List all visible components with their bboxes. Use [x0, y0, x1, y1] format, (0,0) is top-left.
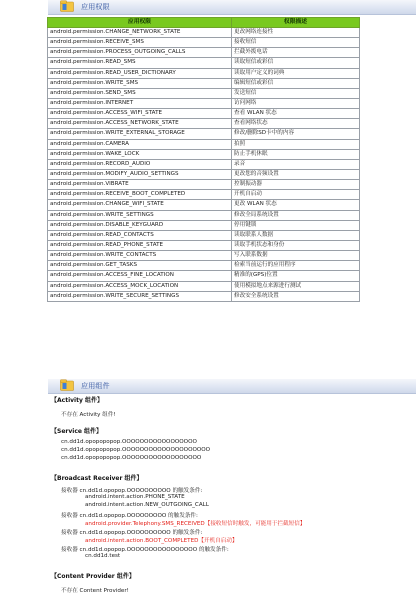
folder-icon [60, 379, 74, 391]
service-title: 【Service 组件】 [51, 428, 103, 435]
permission-description-cell: 访问网络 [232, 98, 360, 108]
permission-name-cell: android.permission.GET_TASKS [48, 261, 232, 271]
permission-row [48, 261, 360, 271]
permissions-table-body [48, 28, 360, 302]
components-section-title: 应用组件 [81, 382, 110, 390]
permission-name-cell: android.permission.WRITE_CONTACTS [48, 251, 232, 261]
permission-row [48, 240, 360, 250]
provider-text: 不存在 Content Provider! [61, 588, 129, 594]
permission-description-cell: 开机自启动 [232, 190, 360, 200]
components-section-header [48, 379, 416, 394]
permission-description-cell: 停用键锁 [232, 220, 360, 230]
permission-row [48, 88, 360, 98]
permission-description-cell: 发送短信 [232, 88, 360, 98]
activity-text: 不存在 Activity 组件! [61, 412, 116, 418]
permission-name-cell: android.permission.RECEIVE_SMS [48, 38, 232, 48]
receiver-condition-warning: android.intent.action.BOOT_COMPLETED【开机自启动】 [85, 538, 238, 544]
permission-name-cell: android.permission.READ_USER_DICTIONARY [48, 68, 232, 78]
permission-name-cell: android.permission.DISABLE_KEYGUARD [48, 220, 232, 230]
permission-description-cell: 读取手机状态和身份 [232, 240, 360, 250]
permission-name-cell: android.permission.CAMERA [48, 139, 232, 149]
permission-description-cell: 录音 [232, 159, 360, 169]
permission-row [48, 28, 360, 38]
permission-name-cell: android.permission.VIBRATE [48, 180, 232, 190]
permission-name-cell: android.permission.MODIFY_AUDIO_SETTINGS [48, 169, 232, 179]
permission-description-cell: 接收短信 [232, 38, 360, 48]
permissions-table [47, 17, 360, 302]
permission-name-cell: android.permission.ACCESS_NETWORK_STATE [48, 119, 232, 129]
permission-name-cell: android.permission.READ_CONTACTS [48, 230, 232, 240]
permission-description-cell: 防止手机休眠 [232, 149, 360, 159]
permission-description-cell: 更改您的音频设置 [232, 169, 360, 179]
receiver-line: 接收器 cn.dd1d.opopop.OOOOOOOOOOOOOOOO 的触发条件: [61, 547, 229, 553]
permission-row [48, 38, 360, 48]
permission-row [48, 271, 360, 281]
permission-row [48, 281, 360, 291]
permission-name-cell: android.permission.WRITE_SECURE_SETTINGS [48, 291, 232, 301]
service-item: cn.dd1d.opopopopop.OOOOOOOOOOOOOOOOO [61, 439, 197, 445]
permission-row [48, 159, 360, 169]
permission-name-cell: android.permission.ACCESS_FINE_LOCATION [48, 271, 232, 281]
permissions-table-header-row [48, 18, 360, 28]
permission-description-cell: 修改安全系统设置 [232, 291, 360, 301]
permission-name-cell: android.permission.WRITE_SETTINGS [48, 210, 232, 220]
permission-name-cell: android.permission.WRITE_SMS [48, 78, 232, 88]
permission-name-cell: android.permission.WRITE_EXTERNAL_STORAGE [48, 129, 232, 139]
permission-name-cell: android.permission.INTERNET [48, 98, 232, 108]
permission-name-cell: android.permission.RECEIVE_BOOT_COMPLETED [48, 190, 232, 200]
provider-title: 【Content Provider 组件】 [51, 573, 135, 580]
permission-row [48, 58, 360, 68]
permission-row [48, 220, 360, 230]
receiver-condition: cn.dd1d.test [85, 553, 121, 559]
permission-description-cell: 检索当前运行的应用程序 [232, 261, 360, 271]
permission-description-cell: 编辑短信或彩信 [232, 78, 360, 88]
permission-row [48, 139, 360, 149]
permission-row [48, 169, 360, 179]
column-header-permission: 应用权限 [48, 18, 232, 28]
permission-name-cell: android.permission.PROCESS_OUTGOING_CALLS [48, 48, 232, 58]
permissions-section-header [48, 0, 416, 15]
receiver-line: 接收器 cn.dd1d.opopop.OOOOOOOOOO 的触发条件: [61, 530, 203, 536]
permission-row [48, 149, 360, 159]
receiver-line: 接收器 cn.dd1d.opopop.OOOOOOOOOO 的触发条件: [61, 488, 203, 494]
permission-description-cell: 使用模拟地点来源进行测试 [232, 281, 360, 291]
permission-row [48, 190, 360, 200]
permission-description-cell: 更改网络连接性 [232, 28, 360, 38]
permission-description-cell: 写入联系数据 [232, 251, 360, 261]
permission-row [48, 129, 360, 139]
permission-row [48, 251, 360, 261]
permission-row [48, 48, 360, 58]
permission-description-cell: 读取短信或彩信 [232, 58, 360, 68]
permission-row [48, 98, 360, 108]
permission-description-cell: 拍照 [232, 139, 360, 149]
broadcast-title: 【Broadcast Receiver 组件】 [51, 475, 143, 482]
receiver-line: 接收器 cn.dd1d.opopop.OOOOOOOOO 的触发条件: [61, 513, 198, 519]
activity-title: 【Activity 组件】 [51, 397, 103, 404]
permission-row [48, 68, 360, 78]
receiver-condition: android.intent.action.PHONE_STATE [85, 494, 185, 500]
permission-description-cell: 修改/删除SD卡中的内容 [232, 129, 360, 139]
permission-row [48, 78, 360, 88]
permission-row [48, 119, 360, 129]
permission-name-cell: android.permission.CHANGE_WIFI_STATE [48, 200, 232, 210]
permissions-section-title: 应用权限 [81, 3, 110, 11]
permission-description-cell: 修改全局系统设置 [232, 210, 360, 220]
permission-row [48, 200, 360, 210]
column-header-description: 权限描述 [232, 18, 360, 28]
permission-description-cell: 读取用户定义的词典 [232, 68, 360, 78]
permission-row [48, 180, 360, 190]
permission-name-cell: android.permission.ACCESS_WIFI_STATE [48, 109, 232, 119]
permission-row [48, 291, 360, 301]
permission-description-cell: 查看网络状态 [232, 119, 360, 129]
permission-name-cell: android.permission.CHANGE_NETWORK_STATE [48, 28, 232, 38]
permission-description-cell: 控制振动器 [232, 180, 360, 190]
permission-name-cell: android.permission.WAKE_LOCK [48, 149, 232, 159]
permission-description-cell: 查看 WLAN 状态 [232, 109, 360, 119]
permission-description-cell: 更改 WLAN 状态 [232, 200, 360, 210]
permission-name-cell: android.permission.READ_SMS [48, 58, 232, 68]
service-item: cn.dd1d.opopopopop.OOOOOOOOOOOOOOOOOOOO [61, 447, 211, 453]
permission-row [48, 210, 360, 220]
receiver-condition: android.intent.action.NEW_OUTGOING_CALL [85, 502, 209, 508]
permission-name-cell: android.permission.SEND_SMS [48, 88, 232, 98]
permission-row [48, 109, 360, 119]
permission-name-cell: android.permission.RECORD_AUDIO [48, 159, 232, 169]
service-item: cn.dd1d.opopopopop.OOOOOOOOOOOOOOOOOO [61, 455, 202, 461]
permission-row [48, 230, 360, 240]
permission-description-cell: 精准的(GPS)位置 [232, 271, 360, 281]
permission-name-cell: android.permission.ACCESS_MOCK_LOCATION [48, 281, 232, 291]
folder-icon [60, 0, 74, 12]
receiver-condition-warning: android.provider.Telephony.SMS_RECEIVED【接收短信时触发，可能用于拦截短信】 [85, 521, 306, 527]
permission-name-cell: android.permission.READ_PHONE_STATE [48, 240, 232, 250]
permission-description-cell: 拦截外拨电话 [232, 48, 360, 58]
permission-description-cell: 读取联系人数据 [232, 230, 360, 240]
